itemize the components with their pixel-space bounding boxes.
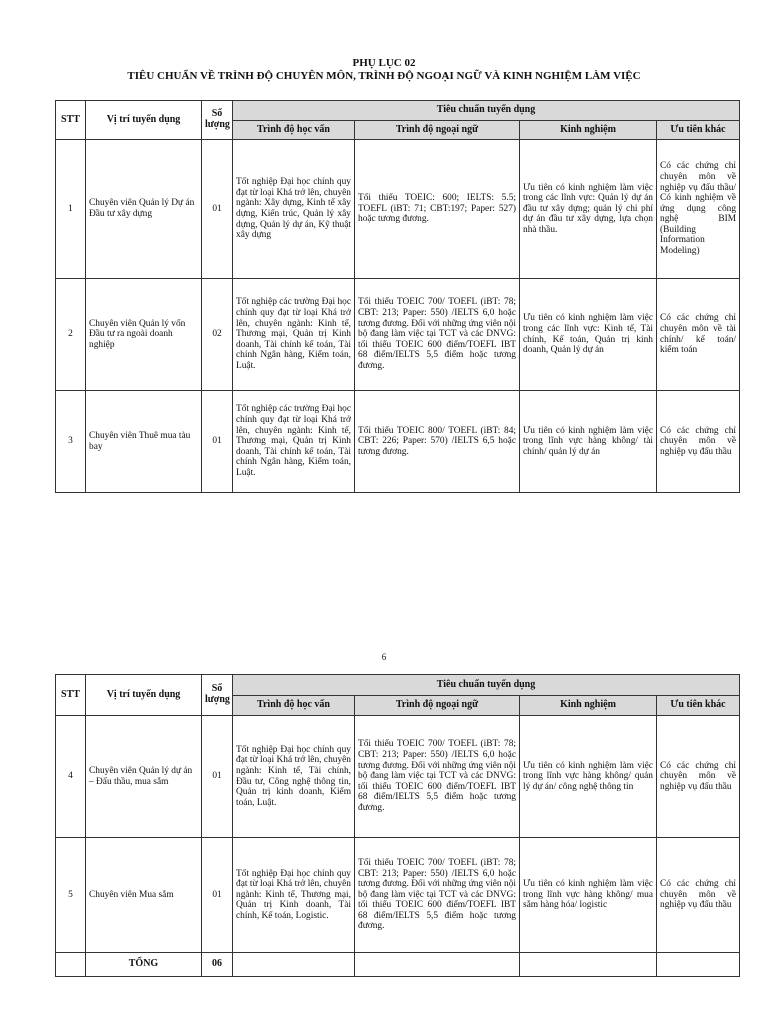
row-experience: Ưu tiên có kinh nghiệm làm việc trong lĩnh vực hàng không/ tài chính/ quản lý dự án	[520, 391, 657, 493]
header-other: Ưu tiên khác	[657, 121, 740, 140]
total-value: 06	[202, 953, 233, 977]
row-quantity: 01	[202, 716, 233, 838]
header-criteria: Tiêu chuẩn tuyển dụng	[233, 101, 740, 121]
row-position: Chuyên viên Quản lý Dự án Đầu tư xây dựng	[86, 140, 202, 279]
row-education: Tốt nghiệp Đại học chính quy đạt từ loại Khá trở lên, chuyên ngành: Kinh tế, Thương mại, Quản trị Kinh doanh, Tài chính, Kế toán, Logistic.	[233, 838, 355, 953]
table-row	[56, 279, 740, 391]
row-education: Tốt nghiệp Đại học chính quy đạt từ loại Khá trở lên, chuyên ngành: Kinh tế, Tài chính, Đầu tư, Công nghệ thông tin, Quản trị kinh doanh, Kiểm toán, Luật.	[233, 716, 355, 838]
header-quantity: Số lượng	[202, 101, 233, 140]
table-row	[56, 838, 740, 953]
table-row	[56, 391, 740, 493]
row-experience: Ưu tiên có kinh nghiệm làm việc trong lĩnh vực hàng không/ mua sắm hàng hóa/ logistic	[520, 838, 657, 953]
header-stt: STT	[56, 101, 86, 140]
row-education: Tốt nghiệp các trường Đại học chính quy đạt từ loại Khá trở lên, chuyên ngành: Kinh tế, Thương mại, Quản trị Kinh doanh, Tài chính kế toán, Tài chính Ngân hàng, Kiểm toán, Luật.	[233, 279, 355, 391]
row-language: Tối thiểu TOEIC 700/ TOEFL (iBT: 78; CBT: 213; Paper: 550) /IELTS 6,0 hoặc tương đương. Đối với những ứng viên nội bộ đang làm việc tại TCT và các DNVG: tối thiểu TOEIC 600 điểm/TOEFL IBT 68 điểm/IELTS 5,5 điểm hoặc tương đương.	[355, 838, 520, 953]
row-other: Có các chứng chỉ chuyên môn về tài chính/ kế toán/ kiểm toán	[657, 279, 740, 391]
header-stt: STT	[56, 675, 86, 716]
row-language: Tối thiểu TOEIC 700/ TOEFL (iBT: 78; CBT: 213; Paper: 550) /IELTS 6,0 hoặc tương đương. Đối với những ứng viên nội bộ đang làm việc tại TCT và các DNVG: tối thiểu TOEIC 600 điểm/TOEFL IBT 68 điểm/IELTS 5,5 điểm hoặc tương đương.	[355, 279, 520, 391]
criteria-table-page-2	[55, 674, 740, 977]
row-experience: Ưu tiên có kinh nghiệm làm việc trong các lĩnh vực: Quản lý dự án đầu tư xây dựng; quản lý chi phí dự án đầu tư xây dựng, lựa chọn nhà thầu.	[520, 140, 657, 279]
row-language: Tối thiểu TOEIC 700/ TOEFL (iBT: 78; CBT: 213; Paper: 550) /IELTS 6,0 hoặc tương đương. Đối với những ứng viên nội bộ đang làm việc tại TCT và các DNVG: tối thiểu TOEIC 600 điểm/TOEFL IBT 68 điểm/IELTS 5,5 điểm hoặc tương đương.	[355, 716, 520, 838]
row-stt: 4	[56, 716, 86, 838]
row-position: Chuyên viên Quản lý vốn Đầu tư ra ngoài doanh nghiệp	[86, 279, 202, 391]
row-quantity: 02	[202, 279, 233, 391]
table-row	[56, 716, 740, 838]
row-education: Tốt nghiệp các trường Đại học chính quy đạt từ loại Khá trở lên, chuyên ngành: Kinh tế, Thương mại, Quản trị Kinh doanh, Tài chính kế toán, Tài chính Ngân hàng, Kiểm toán, Luật.	[233, 391, 355, 493]
header-experience: Kinh nghiệm	[520, 121, 657, 140]
header-position: Vị trí tuyển dụng	[86, 675, 202, 716]
row-language: Tối thiểu TOEIC: 600; IELTS: 5.5; TOEFL (iBT: 71; CBT:197; Paper: 527) hoặc tương đương.	[355, 140, 520, 279]
row-experience: Ưu tiên có kinh nghiệm làm việc trong lĩnh vực hàng không/ quản lý dự án/ công nghệ thông tin	[520, 716, 657, 838]
header-language: Trình độ ngoại ngữ	[355, 121, 520, 140]
row-other: Có các chứng chỉ chuyên môn về nghiệp vụ đấu thầu/ Có kinh nghiệm về ứng dụng công nghệ BIM (Building Information Modeling)	[657, 140, 740, 279]
row-position: Chuyên viên Mua sắm	[86, 838, 202, 953]
row-quantity: 01	[202, 140, 233, 279]
total-label: TỔNG	[86, 953, 202, 977]
header-criteria: Tiêu chuẩn tuyển dụng	[233, 675, 740, 696]
row-stt: 2	[56, 279, 86, 391]
header-language: Trình độ ngoại ngữ	[355, 696, 520, 716]
row-stt: 1	[56, 140, 86, 279]
document-title: TIÊU CHUẨN VỀ TRÌNH ĐỘ CHUYÊN MÔN, TRÌNH ĐỘ NGOẠI NGỮ VÀ KINH NGHIỆM LÀM VIỆC	[127, 70, 641, 82]
header-quantity: Số lượng	[202, 675, 233, 716]
row-quantity: 01	[202, 391, 233, 493]
row-position: Chuyên viên Thuê mua tàu bay	[86, 391, 202, 493]
header-education: Trình độ học vấn	[233, 121, 355, 140]
row-other: Có các chứng chỉ chuyên môn về nghiệp vụ đấu thầu	[657, 838, 740, 953]
row-stt: 5	[56, 838, 86, 953]
table-row	[56, 140, 740, 279]
criteria-table-page-1	[55, 100, 740, 493]
total-row	[56, 953, 740, 977]
row-position: Chuyên viên Quản lý dự án – Đấu thầu, mua sắm	[86, 716, 202, 838]
header-experience: Kinh nghiệm	[520, 696, 657, 716]
appendix-label: PHỤ LỤC 02	[352, 57, 416, 69]
row-other: Có các chứng chỉ chuyên môn về nghiệp vụ đấu thầu	[657, 716, 740, 838]
row-experience: Ưu tiên có kinh nghiệm làm việc trong các lĩnh vực: Kinh tế, Tài chính, Kế toán, Quản trị kinh doanh, Quản lý dự án	[520, 279, 657, 391]
header-education: Trình độ học vấn	[233, 696, 355, 716]
row-other: Có các chứng chỉ chuyên môn về nghiệp vụ đấu thầu	[657, 391, 740, 493]
row-stt: 3	[56, 391, 86, 493]
header-position: Vị trí tuyển dụng	[86, 101, 202, 140]
header-other: Ưu tiên khác	[657, 696, 740, 716]
row-language: Tối thiểu TOEIC 800/ TOEFL (iBT: 84; CBT: 226; Paper: 570) /IELTS 6,5 hoặc tương đương.	[355, 391, 520, 493]
row-quantity: 01	[202, 838, 233, 953]
row-education: Tốt nghiệp Đại học chính quy đạt từ loại Khá trở lên, chuyên ngành: Xây dựng, Kinh tế xây dựng, Kiến trúc, Quản lý xây dựng, Quản lý dự án, Kỹ thuật xây dựng	[233, 140, 355, 279]
page-number: 6	[381, 652, 387, 662]
